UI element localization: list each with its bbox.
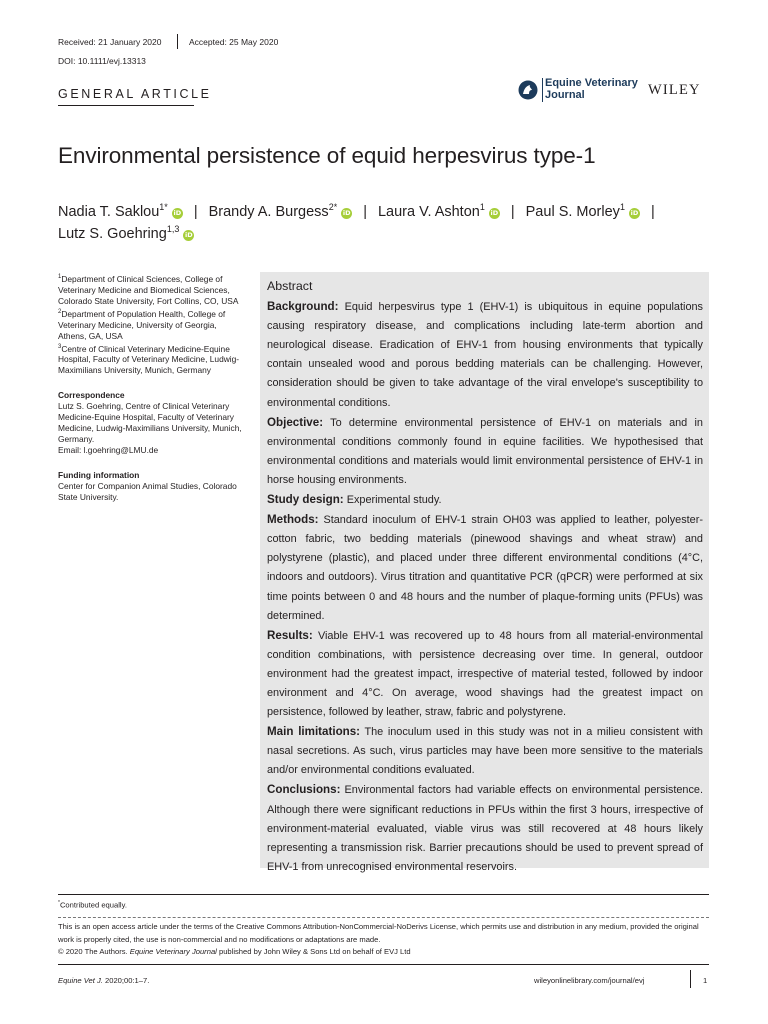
funding-text: Center for Companion Animal Studies, Colorado State University. bbox=[58, 481, 237, 503]
abstract-objective: Objective: To determine environmental persistence of EHV-1 on materials and in environmental conditions commonly found in equine facilities. We hypothesised that environmental conditions and materials would limit environmental persistence of EHV-1 in horse housing environments. bbox=[267, 415, 703, 486]
page-number: 1 bbox=[703, 976, 708, 985]
footnote-rule bbox=[58, 894, 709, 895]
abstract-heading: Abstract bbox=[267, 279, 313, 293]
journal-logo-text: Equine Veterinary Journal bbox=[545, 77, 638, 101]
funding-heading: Funding information bbox=[58, 470, 140, 481]
header-divider bbox=[177, 34, 178, 49]
author-affiliation-sup: 1 bbox=[479, 202, 485, 212]
correspondence-text: Lutz S. Goehring, Centre of Clinical Veterinary Medicine-Equine Hospital, Faculty of Veterinary Medicine, Ludwig-Maximilians University, Munich, Germany. bbox=[58, 401, 242, 445]
accepted-date: Accepted: 25 May 2020 bbox=[189, 37, 279, 47]
received-date: Received: 21 January 2020 bbox=[58, 37, 162, 47]
orcid-icon[interactable]: iD bbox=[185, 230, 193, 239]
abstract-conclusions: Conclusions: Environmental factors had variable effects on environmental persistence. Although there were significant reductions in PFUs within the first 3 hours, irrespective of environment-material evaluated, viable virus was still recovered at 48 hours likely representing a transmission risk. Barrier precautions should be used to prevent spread of EHV-1 from unrecognised environmental reservoirs. bbox=[267, 783, 703, 873]
author-name[interactable]: Brandy A. Burgess bbox=[208, 203, 329, 220]
author-separator: | bbox=[193, 203, 198, 220]
author-name[interactable]: Nadia T. Saklou bbox=[58, 203, 160, 220]
correspondence-email[interactable]: Email: l.goehring@LMU.de bbox=[58, 445, 159, 456]
publisher-logo: WILEY bbox=[648, 82, 701, 98]
copyright-text: © 2020 The Authors. Equine Veterinary Journal published by John Wiley & Sons Ltd on behalf of EVJ Ltd bbox=[58, 947, 411, 956]
abstract-background: Background: Equid herpesvirus type 1 (EHV-1) is ubiquitous in equine populations causing respiratory disease, and complications including late-term abortion and neurological disease. Eradication of EHV-1 from housing environments that typically contain unsealed wood and porous bedding materials can be challenging. However, consideration should be given to take advantage of the viral envelope's susceptibility to environmental conditions. bbox=[267, 300, 703, 409]
affiliation-3: $^3$Centre of Clinical Veterinary Medicine-Equine Hospital, Faculty of Veterinary Medicine, Ludwig-Maximilians University, Munich, Germany bbox=[58, 343, 240, 376]
license-rule bbox=[58, 917, 709, 918]
author-affiliation-sup: 1 bbox=[619, 202, 625, 212]
abstract-results: Results: Viable EHV-1 was recovered up to 48 hours from all material-environmental condition combinations, with persistence decreasing over time. In general, outdoor environment had the greatest impact, irrespective of material tested, followed by indoor environment and 4°C. On average, wood shavings had the greatest impact on persistence, followed by leather, straw, fabric and polystyrene. bbox=[267, 628, 704, 719]
orcid-icon[interactable]: iD bbox=[342, 208, 351, 217]
sidebar bbox=[58, 272, 244, 503]
orcid-icon[interactable]: iD bbox=[490, 208, 499, 217]
orcid-icon[interactable]: iD bbox=[630, 208, 639, 217]
abstract-study-design: Study design: Experimental study. bbox=[267, 493, 442, 507]
author-name[interactable]: Paul S. Morley bbox=[525, 203, 620, 220]
section-underline bbox=[58, 105, 194, 106]
author-name[interactable]: Laura V. Ashton bbox=[377, 203, 480, 220]
author-affiliation-sup: 2* bbox=[328, 202, 338, 212]
correspondence-heading: Correspondence bbox=[58, 390, 125, 401]
orcid-icon[interactable]: iD bbox=[173, 208, 182, 217]
author-affiliation-sup: 1* bbox=[159, 202, 168, 212]
author-separator: | bbox=[363, 203, 367, 220]
affiliation-2: $^2$Department of Population Health, College of Veterinary Medicine, University of Georgia, Athens, GA, USA bbox=[58, 308, 226, 341]
journal-logo-divider bbox=[542, 78, 543, 102]
author-name[interactable]: Lutz S. Goehring bbox=[58, 225, 167, 242]
doi-link[interactable]: DOI: 10.1111/evj.13313 bbox=[58, 56, 146, 66]
author-list-line2 bbox=[58, 218, 194, 245]
footer-divider bbox=[690, 970, 691, 988]
author-separator: | bbox=[510, 203, 515, 220]
affiliation-1: $^1$Department of Clinical Sciences, College of Veterinary Medicine and Biomedical Sciences, Colorado State University, Fort Collins, CO, USA bbox=[58, 273, 239, 306]
section-label: GENERAL ARTICLE bbox=[58, 87, 212, 101]
footer-rule bbox=[58, 964, 709, 965]
journal-logo-icon bbox=[518, 80, 538, 100]
license-text: This is an open access article under the terms of the Creative Commons Attribution-NonCommercial-NoDerivs License, which permits use and distribution in any medium, provided the original work is properly cited, the use is non-commercial and no modifications or adaptations are made. bbox=[58, 922, 699, 944]
author-separator: | bbox=[650, 203, 655, 220]
contributed-note: *Contributed equally. bbox=[58, 900, 127, 910]
citation: Equine Vet J. 2020;00:1–7. bbox=[58, 976, 150, 985]
abstract-methods: Methods: Standard inoculum of EHV-1 strain OH03 was applied to leather, polyester-cotton fabric, two bedding materials (pinewood shavings and wheat straw) and polystyrene (plastic), and placed under three different environmental conditions (4°C, indoors and outdoors). Virus titration and quantitative PCR (qPCR) were performed at six time points between 0 and 48 hours and the number of plaque-forming units (PFUs) was determined. bbox=[267, 513, 703, 622]
journal-url[interactable]: wileyonlinelibrary.com/journal/evj bbox=[534, 976, 645, 985]
abstract-limitations: Main limitations: The inoculum used in this study was not in a milieu consistent with nasal secretions. As such, virus particles may have been more sensitive to the materials and/or environmental conditions evaluated. bbox=[267, 725, 703, 777]
abstract-box bbox=[260, 272, 709, 873]
article-title: Environmental persistence of equid herpesvirus type-1 bbox=[58, 143, 596, 168]
author-affiliation-sup: 1,3 bbox=[166, 224, 180, 234]
